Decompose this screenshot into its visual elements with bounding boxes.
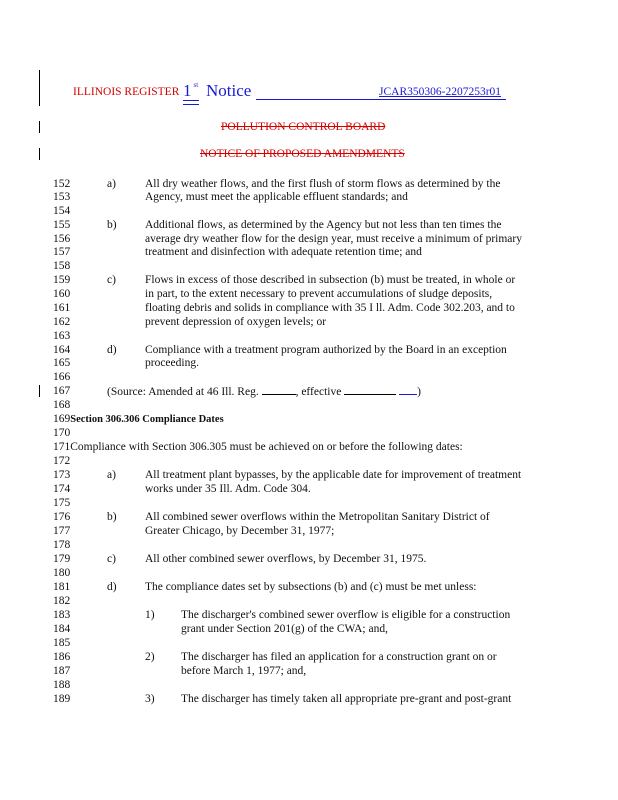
body-text: works under 35 Ill. Adm. Code 304. — [145, 483, 311, 495]
body-text: grant under Section 201(g) of the CWA; and, — [181, 623, 388, 635]
line-number: 178 — [53, 539, 71, 551]
notice-type: NOTICE OF PROPOSED AMENDMENTS — [200, 148, 405, 160]
intro-line — [53, 441, 463, 454]
register-title: ILLINOIS REGISTER — [73, 86, 180, 98]
body-text: treatment and disinfection with adequate retention time; and — [145, 246, 422, 258]
line-number: 173 — [53, 469, 71, 481]
body-text: The discharger has timely taken all appropriate pre-grant and post-grant — [181, 693, 512, 705]
body-text: proceeding. — [145, 357, 199, 369]
line-number: 169 — [53, 413, 71, 425]
body-text: Agency, must meet the applicable effluent standards; and — [145, 191, 408, 203]
line-number: 152 — [53, 178, 71, 190]
subsection-marker: d) — [107, 581, 117, 593]
subsection-marker: d) — [107, 344, 117, 356]
line-number: 153 — [53, 191, 71, 203]
body-text: All dry weather flows, and the first flush of storm flows as determined by the — [145, 178, 501, 190]
body-text: All treatment plant bypasses, by the applicable date for improvement of treatment — [145, 469, 522, 481]
change-bar-header — [39, 70, 40, 106]
line-number: 167 — [53, 385, 71, 397]
body-text: average dry weather flow for the design year, must receive a minimum of primary — [145, 233, 522, 245]
line-number: 164 — [53, 344, 71, 356]
line-number: 179 — [53, 553, 71, 565]
line-number: 185 — [53, 637, 71, 649]
page-mark — [183, 81, 198, 101]
item-marker: 1) — [145, 609, 155, 621]
subsection-marker: a) — [107, 469, 116, 481]
line-number: 172 — [53, 455, 71, 467]
line-number: 186 — [53, 651, 71, 663]
section-heading: Section 306.306 Compliance Dates — [70, 414, 224, 425]
body-text: The discharger's combined sewer overflow is eligible for a construction — [181, 609, 511, 621]
subsection-marker: c) — [107, 274, 116, 286]
effective-blank-inserted — [399, 385, 417, 395]
line-number: 166 — [53, 371, 71, 383]
body-text: All combined sewer overflows within the Metropolitan Sanitary District of — [145, 511, 490, 523]
body-text: Flows in excess of those described in subsection (b) must be treated, in whole or — [145, 274, 516, 286]
header-underline — [256, 99, 506, 100]
line-number: 160 — [53, 288, 71, 300]
line-number: 157 — [53, 246, 71, 258]
source-end: ) — [417, 386, 421, 398]
line-number: 180 — [53, 567, 71, 579]
line-number: 161 — [53, 302, 71, 314]
subsection-marker: a) — [107, 178, 116, 190]
line-number: 175 — [53, 497, 71, 509]
intro-text: Compliance with Section 306.305 must be achieved on or before the following dates: — [70, 441, 463, 453]
register-blank — [262, 385, 296, 395]
line-number: 162 — [53, 316, 71, 328]
body-text: Greater Chicago, by December 31, 1977; — [145, 525, 335, 537]
line-number: 182 — [53, 595, 71, 607]
line-number: 165 — [53, 357, 71, 369]
body-text: All other combined sewer overflows, by December 31, 1975. — [145, 553, 427, 565]
line-number: 158 — [53, 260, 71, 272]
line-number: 188 — [53, 679, 71, 691]
line-number: 154 — [53, 205, 71, 217]
source-middle: , effective — [295, 386, 342, 398]
change-bar-notice — [39, 148, 40, 160]
line-number: 187 — [53, 665, 71, 677]
body-text: before March 1, 1977; and, — [181, 665, 307, 677]
page-mark-underline — [183, 100, 199, 105]
body-text: Additional flows, as determined by the Agency but not less than ten times the — [145, 219, 502, 231]
line-number: 171 — [53, 441, 71, 453]
body-text: prevent depression of oxygen levels; or — [145, 316, 327, 328]
line-number: 184 — [53, 623, 71, 635]
subsection-marker: b) — [107, 219, 117, 231]
body-text: Compliance with a treatment program authorized by the Board in an exception — [145, 344, 507, 356]
footnote-mark: st — [193, 81, 199, 89]
line-number: 189 — [53, 693, 71, 705]
line-number: 181 — [53, 581, 71, 593]
item-marker: 3) — [145, 693, 155, 705]
body-text: The discharger has filed an application for a construction grant on or — [181, 651, 497, 663]
body-text: The compliance dates set by subsections (b) and (c) must be met unless: — [145, 581, 477, 593]
change-bar-source — [39, 385, 40, 397]
line-number: 168 — [53, 399, 71, 411]
notice-label: Notice — [206, 81, 252, 100]
body-text: floating debris and solids in compliance with 35 I ll. Adm. Code 302.203, and to — [145, 302, 515, 314]
line-number: 155 — [53, 219, 71, 231]
line-number: 174 — [53, 483, 71, 495]
board-name: POLLUTION CONTROL BOARD — [221, 121, 386, 133]
line-number: 170 — [53, 427, 71, 439]
section-heading-line — [53, 413, 224, 426]
line-number: 183 — [53, 609, 71, 621]
page-number: 1 — [183, 81, 192, 100]
body-text: in part, to the extent necessary to prevent accumulations of sludge deposits, — [145, 288, 493, 300]
subsection-marker: b) — [107, 511, 117, 523]
subsection-marker: c) — [107, 553, 116, 565]
line-number: 177 — [53, 525, 71, 537]
line-number: 156 — [53, 233, 71, 245]
source-note — [107, 385, 421, 399]
item-marker: 2) — [145, 651, 155, 663]
line-number: 176 — [53, 511, 71, 523]
change-bar-board — [39, 121, 40, 133]
effective-blank — [344, 385, 396, 395]
jcar-code: JCAR350306-2207253r01 — [379, 86, 502, 98]
source-prefix: (Source: Amended at 46 Ill. Reg. — [107, 386, 259, 398]
line-number: 163 — [53, 330, 71, 342]
line-number: 159 — [53, 274, 71, 286]
